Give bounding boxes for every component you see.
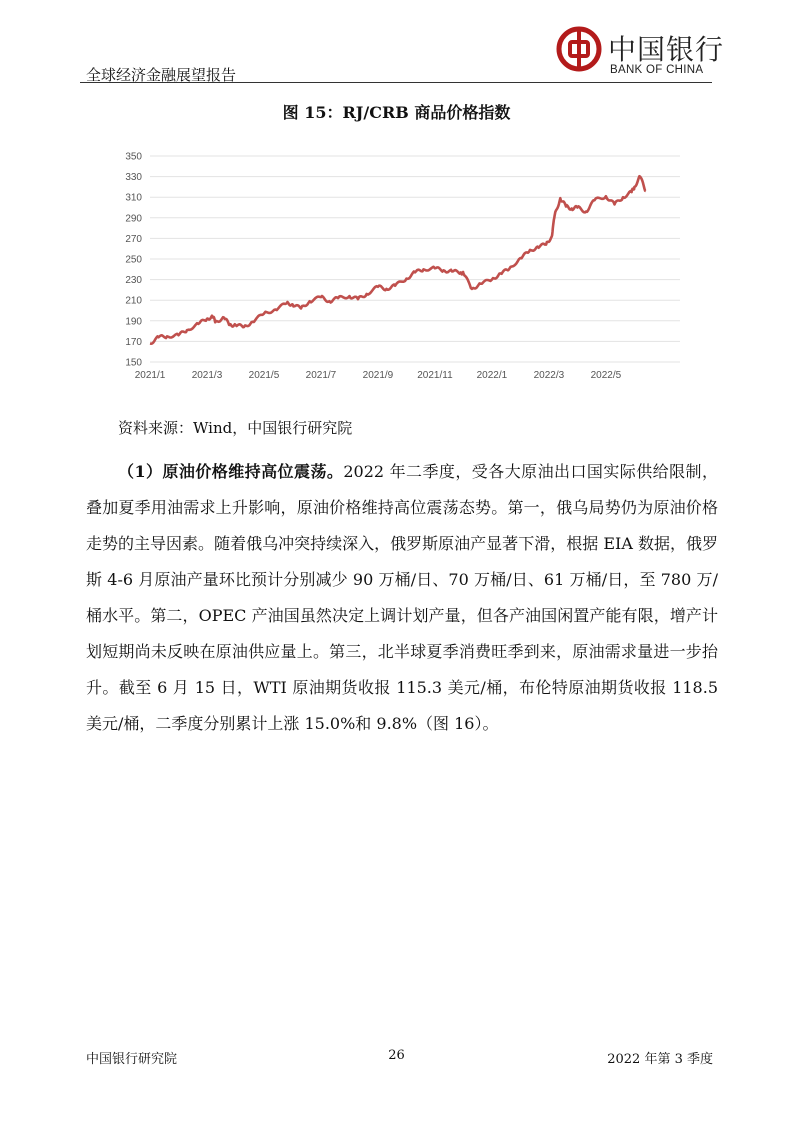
x-tick-label: 2021/11 xyxy=(417,370,453,381)
y-tick-label: 210 xyxy=(125,295,142,307)
paragraph-text: 2022 年二季度，受各大原油出口国实际供给限制，叠加夏季用油需求上升影响，原油价格维持高位震荡态势。第一，俄乌局势仍为原油价格走势的主导因素。随着俄乌冲突持续深入，俄罗斯原油产显著下滑，根据 EIA 数据，俄罗斯 4-6 月原油产量环比预计分别减少 90 万桶/日、70 万桶/日、61 万桶/日，至 780 万/桶水平。第二，OPEC 产油国虽然决定上调计划产量，但各产油国闲置产能有限，增产计划短期尚未反映在原油供应量上。第三，北半球夏季消费旺季到来，原油需求量进一步抬升。截至 6 月 15 日，WTI 原油期货收报 115.3 美元/桶，布伦特原油期货收报 118.5 美元/桶，二季度分别累计上涨 15.0%和 9.8%（图 16）。 xyxy=(86,462,719,733)
y-tick-label: 350 xyxy=(125,151,142,163)
figure-source: 资料来源：Wind，中国银行研究院 xyxy=(118,419,353,437)
bank-emblem-icon xyxy=(556,26,602,72)
y-tick-label: 190 xyxy=(125,316,142,328)
x-tick-label: 2022/3 xyxy=(533,370,565,381)
report-title: 全球经济金融展望报告 xyxy=(86,66,237,84)
paragraph-lead: （1）原油价格维持高位震荡。 xyxy=(118,462,344,481)
y-tick-label: 310 xyxy=(125,192,142,204)
x-tick-label: 2021/1 xyxy=(134,370,166,381)
x-tick-label: 2021/3 xyxy=(191,370,223,381)
y-tick-label: 250 xyxy=(125,254,142,266)
y-tick-label: 290 xyxy=(125,213,142,225)
figure-title: 图 15：RJ/CRB 商品价格指数 xyxy=(282,103,511,122)
header-divider xyxy=(80,82,712,83)
series-line xyxy=(150,176,646,344)
body-paragraph xyxy=(86,454,718,742)
page-number: 26 xyxy=(388,1048,405,1063)
footer-issue: 2022 年第 3 季度 xyxy=(607,1052,713,1067)
y-tick-label: 230 xyxy=(125,275,142,287)
x-tick-label: 2021/7 xyxy=(305,370,337,381)
footer-institution: 中国银行研究院 xyxy=(86,1052,178,1067)
y-tick-label: 150 xyxy=(125,357,142,369)
crb-index-line-chart xyxy=(110,140,700,390)
x-tick-label: 2021/5 xyxy=(248,370,280,381)
x-tick-label: 2022/1 xyxy=(476,370,508,381)
x-tick-label: 2022/5 xyxy=(590,370,622,381)
bank-logo xyxy=(556,26,725,80)
y-tick-label: 170 xyxy=(125,336,142,348)
y-tick-label: 270 xyxy=(125,233,142,245)
y-tick-label: 330 xyxy=(125,172,142,184)
x-tick-label: 2021/9 xyxy=(362,370,394,381)
logo-english-name: BANK OF CHINA xyxy=(610,64,704,76)
logo-chinese-name: 中国银行 xyxy=(608,33,725,66)
